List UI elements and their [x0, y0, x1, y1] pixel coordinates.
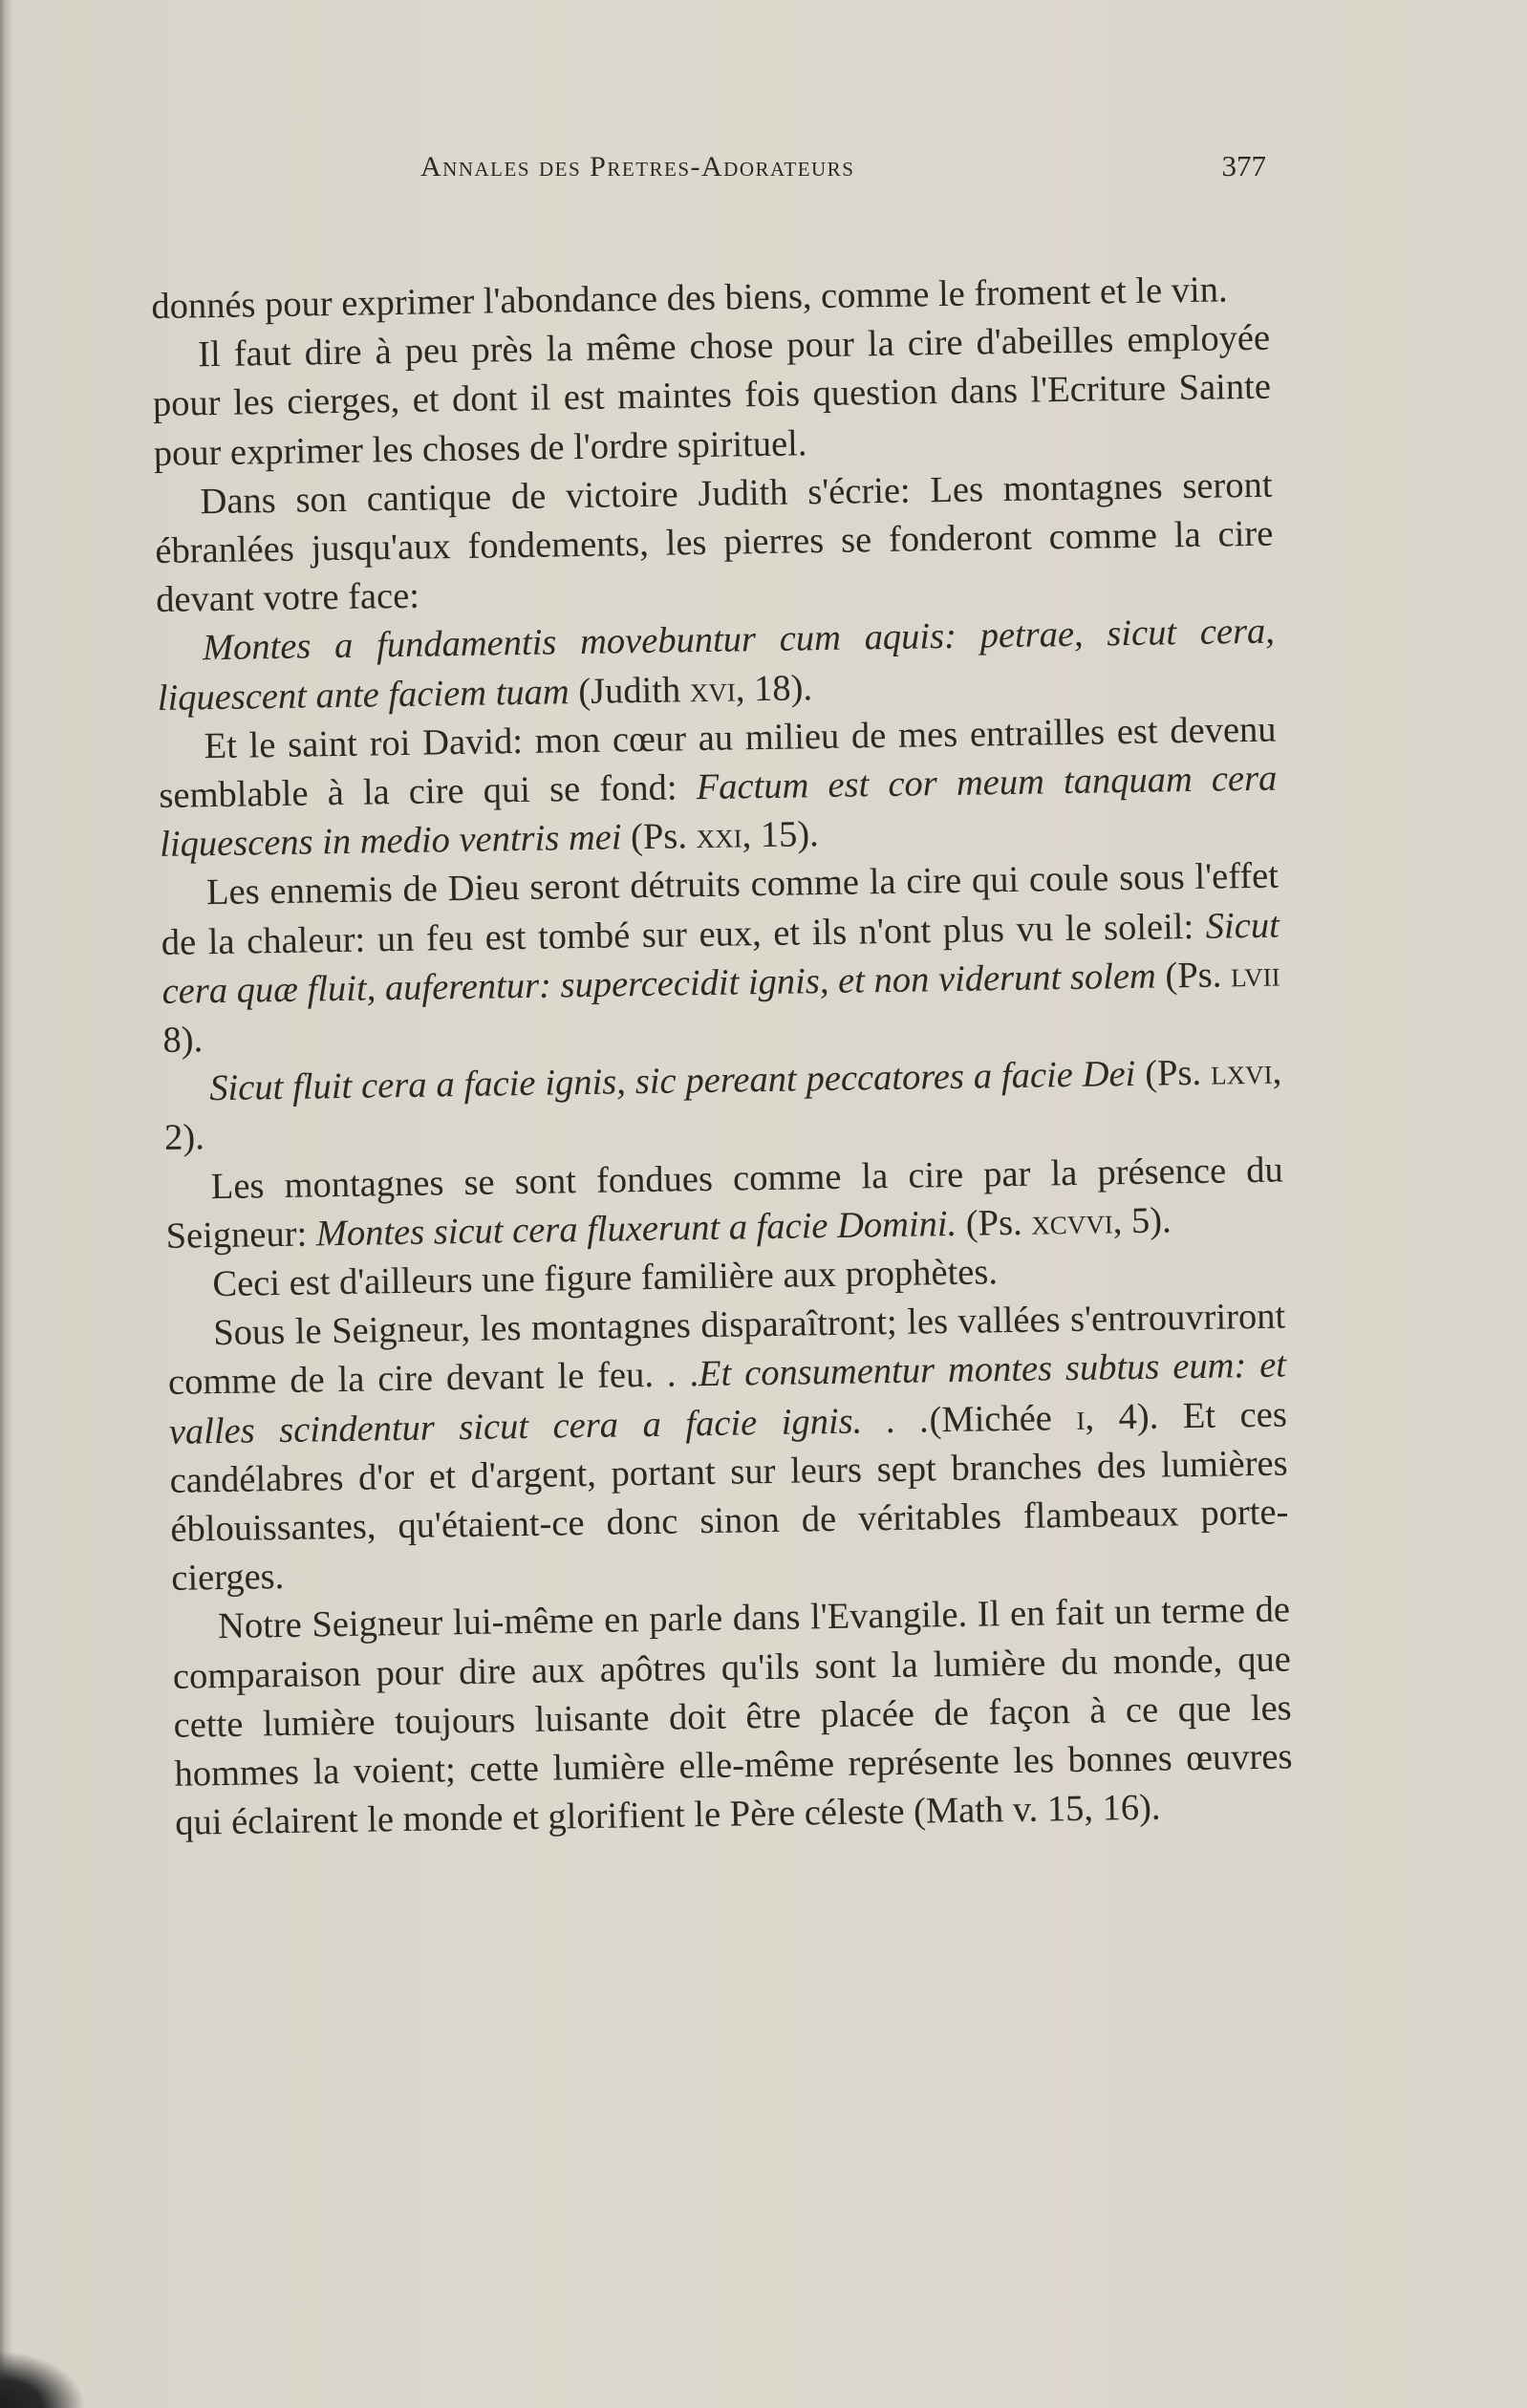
page-number: 377: [1221, 149, 1266, 183]
text-run: Sous le Seigneur, les montagnes disparaîtront; les vallées s'entrouvriront comme de la cire devant le feu. . .: [167, 1296, 1286, 1404]
text-run: Il faut dire à peu près la même chose pour la cire d'abeilles employée pour les cierges, et dont il est maintes fois question dans l'Ecriture Sainte pour exprimer les choses de l'ordre spirituel.: [152, 317, 1272, 474]
text-run: (Ps.: [1155, 955, 1232, 997]
body-text: [151, 266, 1294, 1849]
text-run: Ceci est d'ailleurs une figure familière aux prophètes.: [212, 1252, 999, 1305]
roman-numeral: xvi: [689, 669, 737, 710]
text-run: (Ps.: [1134, 1052, 1212, 1095]
text-run: , 15).: [742, 814, 820, 856]
roman-numeral: xcvvi: [1030, 1201, 1114, 1243]
text-run: , 4). Et ces candélabres d'or et d'argent, portant sur leurs sept branches des lumières éblouissantes, qu'étaient-ce donc sinon de véritables flambeaux porte-cierges.: [169, 1394, 1289, 1600]
text-run: (Ps.: [956, 1202, 1032, 1244]
latin-quote: Montes sicut cera fluxerunt a facie Domini.: [315, 1203, 957, 1255]
text-run: Dans son cantique de victoire Judith s'écrie: Les montagnes seront ébranlées jusqu'aux fondements, les pierres se fonderont comme la cire devant votre face:: [155, 464, 1274, 621]
latin-quote: Et consumentur montes subtus eum: et valles scindentur sicut cera a facie ignis. . .: [168, 1344, 1287, 1452]
page-corner-shadow: [0, 2351, 86, 2408]
text-run: Les montagnes se sont fondues comme la cire par la présence du Seigneur:: [165, 1150, 1284, 1257]
latin-quote: Montes a fundamentis movebuntur cum aquis: petrae, sicut cera, liquescent ante faciem tuam: [157, 611, 1276, 719]
paragraph: [158, 705, 1278, 870]
paragraph: [164, 1146, 1283, 1261]
text-run: , 5).: [1112, 1200, 1172, 1242]
paragraph: [152, 314, 1272, 479]
paragraph: [157, 608, 1276, 723]
roman-numeral: i: [1076, 1397, 1086, 1438]
text-run: (Ps.: [621, 816, 697, 858]
latin-quote: Sicut fluit cera a facie ignis, sic pereant peccatores a facie Dei: [208, 1054, 1136, 1109]
latin-quote: Sicut cera quæ fluit, auferentur: supercecidit ignis, et non viderunt solem: [161, 905, 1280, 1012]
paragraph: [163, 1048, 1282, 1164]
roman-numeral: xxi: [696, 815, 742, 857]
text-run: Et le saint roi David: mon cœur au milieu de mes entrailles est devenu semblable à la cire qui se fond:: [159, 709, 1277, 816]
text-run: Notre Seigneur lui-même en parle dans l'Evangile. Il en fait un terme de comparaison pour dire aux apôtres qu'ils sont la lumière du monde, que cette lumière toujours luisante doit être placée de façon à ce que les hommes la voient; cette lumière elle-même représente les bonnes œuvres qui éclairent le monde et glorifient le Père céleste (Math v. 15, 16).: [172, 1589, 1293, 1844]
latin-quote: Factum est cor meum tanquam cera liquescens in medio ventris mei: [159, 758, 1278, 866]
roman-numeral: lvii: [1230, 954, 1280, 996]
paragraph: [161, 852, 1281, 1065]
text-run: , 2).: [163, 1051, 1282, 1159]
text-run: donnés pour exprimer l'abondance des biens, comme le froment et le vin.: [151, 269, 1228, 327]
roman-numeral: lxvi: [1210, 1051, 1273, 1093]
paragraph: [154, 461, 1274, 625]
text-run: (Michée: [929, 1397, 1077, 1441]
text-run: 8).: [162, 1020, 204, 1061]
paragraph: [167, 1293, 1290, 1604]
running-header: [153, 143, 1266, 191]
text-run: (Judith: [569, 669, 691, 712]
running-title: Annales des Pretres-Adorateurs: [420, 151, 855, 183]
text-run: , 18).: [735, 667, 813, 710]
paragraph: [172, 1586, 1294, 1848]
text-run: Les ennemis de Dieu seront détruits comme la cire qui coule sous l'effet de la chaleur: un feu est tombé sur eux, et ils n'ont plus vu le soleil:: [161, 855, 1280, 963]
